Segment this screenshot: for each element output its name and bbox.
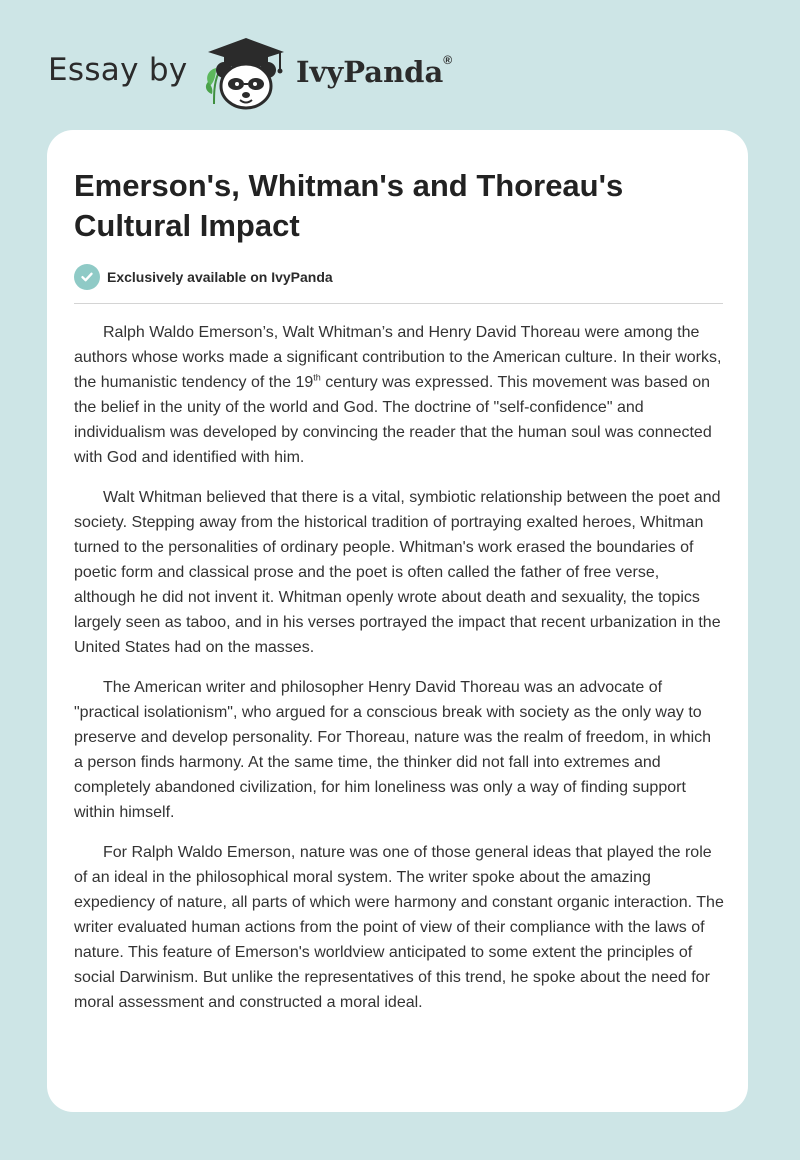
essay-body	[74, 320, 724, 1030]
exclusive-badge	[74, 263, 333, 291]
registered-mark: ®	[443, 53, 453, 67]
divider	[74, 303, 723, 304]
site-header	[0, 0, 800, 130]
paragraph	[74, 320, 724, 470]
paragraph: The American writer and philosopher Henry David Thoreau was an advocate of "practical isolationism", who argued for a conscious break with society as the only way to preserve and develop personality. For Thoreau, nature was the realm of freedom, in which a person finds harmony. At the same time, the thinker did not fall into extremes and completely abandoned civilization, for him loneliness was only a way of finding support within himself.	[74, 679, 712, 821]
paragraph: Walt Whitman believed that there is a vital, symbiotic relationship between the poet and society. Stepping away from the historical tradition of portraying exalted heroes, Whitman turned to the personalities of ordinary people. Whitman's work erased the boundaries of poetic form and classical prose and the poet is often called the father of free verse, although he did not invent it. Whitman openly wrote about death and sexuality, the topics largely seen as taboo, and in his verses portrayed the impact that recent urbanization in the United States had on the masses.	[74, 489, 721, 656]
panda-graduate-icon[interactable]	[200, 34, 292, 112]
exclusive-badge-text: Exclusively available on IvyPanda	[107, 269, 333, 285]
brand-logo-text[interactable]	[296, 55, 452, 89]
superscript: th	[313, 372, 321, 383]
check-circle-icon	[74, 264, 100, 290]
essay-title: Emerson's, Whitman's and Thoreau's Cultural Impact	[74, 168, 624, 243]
paragraph-text: Ralph Waldo Emerson’s, Walt Whitman’s and Henry David Thoreau were among the authors whose works made a significant contribution to the American culture. In their works, the humanistic tendency of the 19	[74, 324, 722, 391]
paragraph: For Ralph Waldo Emerson, nature was one of those general ideas that played the role of an ideal in the philosophical moral system. The writer spoke about the amazing expediency of nature, all parts of which were harmony and constant organic interaction. The writer evaluated human actions from the point of view of their compliance with the laws of nature. This feature of Emerson's worldview anticipated to some extent the principles of social Darwinism. But unlike the representatives of this trend, he spoke about the need for moral assessment and constructed a moral ideal.	[74, 844, 724, 1011]
paragraph-text: century was expressed. This movement was based on the belief in the unity of the world and God. The doctrine of "self-confidence" and individualism was developed by convincing the reader that the human soul was connected with God and identified with him.	[74, 374, 712, 466]
essay-card	[47, 130, 748, 1112]
brand-name: IvyPanda	[296, 55, 444, 89]
essay-by-label: Essay by	[48, 52, 188, 88]
